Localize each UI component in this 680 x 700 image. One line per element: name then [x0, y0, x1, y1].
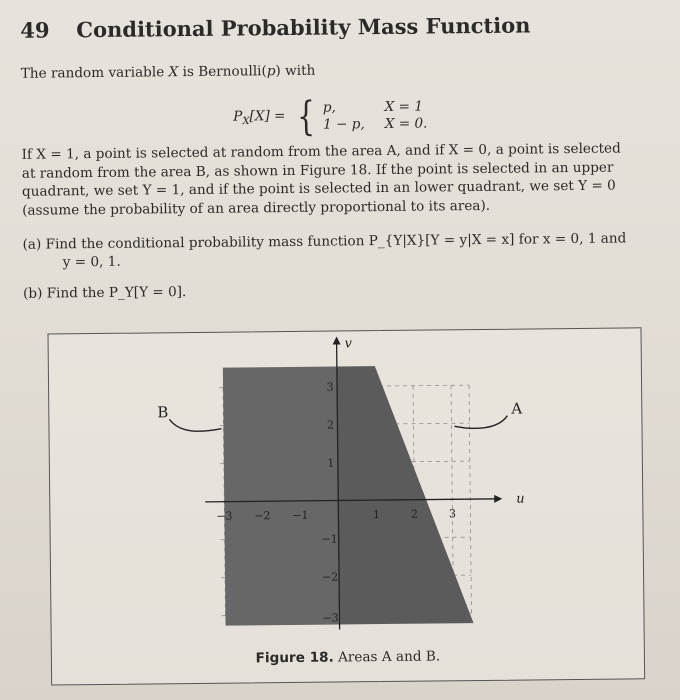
caption-text: Areas A and B.: [333, 648, 441, 666]
y-tick-label: −1: [321, 532, 338, 546]
pmf-cases: [323, 98, 434, 133]
u-axis-label: u: [516, 491, 525, 507]
pmf-case-row: [323, 115, 434, 133]
leader-line-b: [169, 419, 221, 432]
pmf-lhs: $P_X[X]$ =: [233, 107, 286, 127]
problem-number: 49: [20, 17, 50, 43]
x-tick-label: 3: [448, 507, 456, 521]
area-b-label: B: [157, 403, 169, 422]
x-tick-label: −3: [216, 509, 233, 523]
v-axis-label: v: [344, 336, 353, 352]
x-tick-label: 2: [410, 507, 418, 521]
body-line: at random from the area B, as shown in Figure 18. If the point is selected in an upper: [21, 159, 614, 182]
caption-label: Figure 18.: [255, 649, 334, 667]
areas-diagram: [49, 328, 645, 684]
v-axis-arrow-icon: [333, 336, 341, 344]
region-b-shape: [223, 366, 340, 625]
y-tick-label: 3: [326, 380, 334, 394]
pmf-brace: {: [297, 93, 316, 140]
question-b: (b) Find the P_Y[Y = 0].: [22, 284, 187, 302]
x-tick-label: 1: [372, 508, 380, 522]
x-tick-label: −1: [292, 508, 309, 522]
pmf-case-value: 1 − p,: [322, 116, 365, 133]
y-tick-label: 1: [327, 456, 335, 470]
problem-title: Conditional Probability Mass Function: [76, 12, 531, 43]
area-a-label: A: [511, 399, 523, 418]
pmf-case-condition: X = 1: [384, 98, 424, 115]
body-line: quadrant, we set Y = 1, and if the point is selected in an lower quadrant, we set Y = 0: [21, 177, 616, 200]
body-line: If X = 1, a point is selected at random from the area A, and if X = 0, a point is selected: [21, 140, 621, 163]
intro-text: [21, 62, 316, 83]
y-tick-label: −2: [321, 570, 339, 584]
pmf-definition: [233, 93, 434, 140]
figure-18: [47, 327, 645, 685]
pmf-case-condition: X = 0.: [384, 115, 428, 132]
y-tick-label: 2: [326, 418, 335, 432]
problem-body: [22, 140, 622, 220]
problem-header: [20, 12, 530, 42]
pmf-case-value: p,: [322, 99, 337, 116]
y-tick-label: −3: [322, 611, 339, 625]
question-a-line1: (a) Find the conditional probability mass function P_{Y|X}[Y = y|X = x] for x = 0, 1 and: [22, 230, 627, 253]
u-axis-arrow-icon: [494, 495, 502, 503]
leader-line-a: [454, 416, 507, 429]
region-a-shape: [337, 365, 474, 624]
body-line: (assume the probability of an area directly proportional to its area).: [22, 197, 491, 219]
intro-line: The random variable X is Bernoulli(p) with: [20, 62, 316, 82]
pmf-case-row: [323, 98, 434, 116]
question-a-line2: y = 0, 1.: [62, 253, 121, 271]
x-tick-label: −2: [254, 509, 271, 523]
